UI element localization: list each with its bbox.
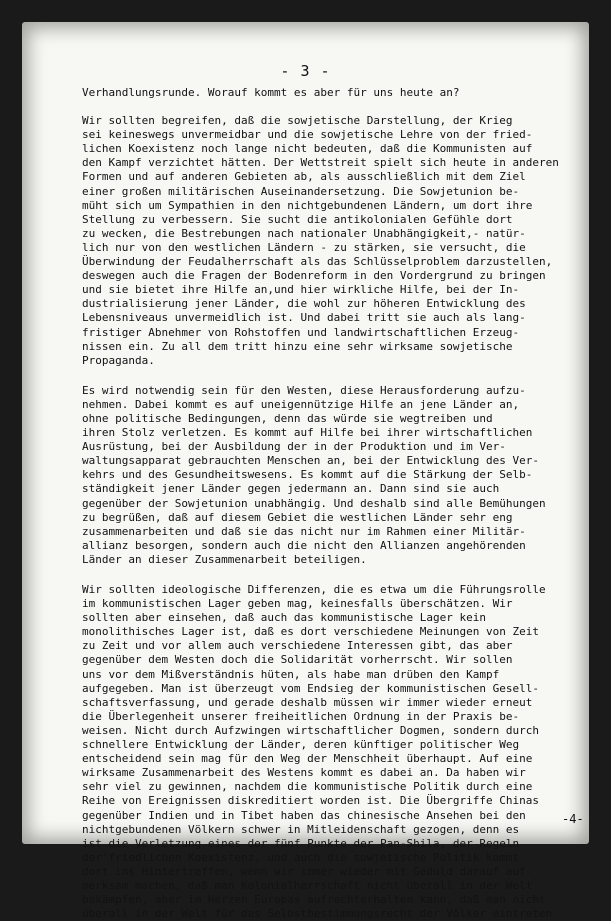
text-line: müht sich um Sympathien in den nichtgebundenen Ländern, um dort ihre <box>82 198 533 212</box>
text-line: uns vor dem Mißverständnis hüten, als habe man drüben den Kampf <box>82 667 500 681</box>
text-line: zu Zeit und vor allem auch verschiedene Interessen gibt, das aber <box>82 639 513 653</box>
body-text <box>82 86 582 921</box>
text-line: Propaganda. <box>82 353 155 367</box>
text-line: Länder an dieser Zusammenarbeit beteiligen. <box>82 552 367 566</box>
text-line: Ausrüstung, bei der Ausbildung der in der Produktion und im Ver- <box>82 440 506 454</box>
text-line: lich nur von den westlichen Ländern - zu stärken, sie versucht, die <box>82 240 526 254</box>
text-line: ohne politische Bedingungen, denn das würde sie wegtreiben und <box>82 411 493 425</box>
text-line: sollten aber einsehen, daß auch das kommunistische Lager kein <box>82 611 486 625</box>
text-line: Wir sollten ideologische Differenzen, die es etwa um die Führungsrolle <box>82 583 546 596</box>
text-line: Überwindung der Feudalherrschaft als das Schlüsselproblem darzustellen, <box>82 255 553 269</box>
text-line: nehmen. Dabei kommt es auf uneigennützige Hilfe an jene Länder an, <box>82 397 520 411</box>
text-line: dort ins Hintertreffen, wenn wir immer wieder mit Geduld darauf auf- <box>82 864 533 878</box>
text-line: einer großen militärischen Auseinandersetzung. Die Sowjetunion be- <box>82 184 520 198</box>
text-line: nissen ein. Zu all dem tritt hinzu eine sehr wirksame sowjetische <box>82 339 513 353</box>
text-line: waltungsapparat gebrauchten Menschen an, bei der Entwicklung des Ver- <box>82 454 539 468</box>
text-line: bekämpfen, aber im Herzen Europas aufrechterhalten kann, daß man nicht <box>82 893 546 907</box>
text-line: ist die Verletzung eines der fünf Punkte der Pan-Shila, der Regeln <box>82 836 520 850</box>
document-page <box>22 22 589 921</box>
text-line: zusammenarbeiten und daß sie das nicht nur im Rahmen einer Militär- <box>82 524 526 538</box>
text-line: den Kampf verzichtet hätten. Der Wettstreit spielt sich heute in anderen <box>82 156 559 170</box>
paragraph-2 <box>82 384 582 567</box>
text-line: nichtgebundenen Völkern schwer in Mitleidenschaft gezogen, denn es <box>82 822 520 836</box>
text-line: Formen und auf anderen Gebieten ab, als ausschließlich mit dem Ziel <box>82 170 526 184</box>
text-line: sehr viel zu gewinnen, nachdem die kommunistische Politik durch eine <box>82 780 533 794</box>
text-line: monolithisches Lager ist, daß es dort verschiedene Meinungen von Zeit <box>82 625 539 639</box>
text-line: Stellung zu verbessern. Sie sucht die antikolonialen Gefühle dort <box>82 212 513 226</box>
text-line: allianz besorgen, sondern auch die nicht den Allianzen angehörenden <box>82 538 526 552</box>
text-line: und sie bietet ihre Hilfe an,und hier wirkliche Hilfe, bei der In- <box>82 283 520 297</box>
text-line: gegenüber dem Westen doch die Solidarität vorherrscht. Wir sollen <box>82 653 513 667</box>
text-line: Es wird notwendig sein für den Westen, diese Herausforderung aufzu- <box>82 383 526 397</box>
text-line: im kommunistischen Lager geben mag, keinesfalls überschätzen. Wir <box>82 597 513 611</box>
text-line: weisen. Nicht durch Aufzwingen wirtschaftlicher Dogmen, sondern durch <box>82 723 539 737</box>
text-line: lichen Koexistenz noch lange nicht bedeuten, daß die Kommunisten auf <box>82 142 533 156</box>
text-line: Verhandlungsrunde. Worauf kommt es aber für uns heute an? <box>82 86 460 99</box>
paragraph-1 <box>82 114 582 368</box>
text-line: kehrs und des Gesundheitswesens. Es kommt auf die Stärkung der Selb- <box>82 468 533 482</box>
text-line: entscheidend sein mag für den Weg der Menschheit überhaupt. Auf eine <box>82 752 533 766</box>
page-number-header: - 3 - <box>280 62 331 80</box>
text-line: sei keineswegs unvermeidbar und die sowjetische Lehre von der fried- <box>82 128 533 142</box>
text-line: Lebensniveaus unvermeidlich ist. Und dabei tritt sie auch als lang- <box>82 311 526 325</box>
text-line: ständigkeit jener Länder gegen jedermann an. Dann sind sie auch <box>82 482 500 496</box>
text-line: aufgegeben. Man ist überzeugt vom Endsieg der kommunistischen Gesell- <box>82 681 539 695</box>
text-line: zu begrüßen, daß auf diesem Gebiet die westlichen Länder sehr eng <box>82 510 513 524</box>
text-line: schnellere Entwicklung der Länder, deren künftiger politischer Weg <box>82 738 520 752</box>
text-line: die Überlegenheit unserer freiheitlichen Ordnung in der Praxis be- <box>82 709 520 723</box>
paragraph-3 <box>82 583 582 921</box>
next-page-marker: -4- <box>562 812 584 826</box>
text-line: gegenüber der Sowjetunion unabhängig. Und deshalb sind alle Bemühungen <box>82 496 546 510</box>
text-line: dustrialisierung jener Länder, die wohl zur höheren Entwicklung des <box>82 297 526 311</box>
text-line: Wir sollten begreifen, daß die sowjetische Darstellung, der Krieg <box>82 114 513 128</box>
text-line: überall in der Welt für das Selbstbestimmungsrecht der Völker eintreten <box>82 907 553 921</box>
text-line: fristiger Abnehmer von Rohstoffen und landwirtschaftlichen Erzeug- <box>82 325 520 339</box>
text-line: merksam machen, daß man Kolonialherrschaft nicht überall in der Welt <box>82 878 533 892</box>
text-line: gegenüber Indien und in Tibet haben das chinesische Ansehen bei den <box>82 808 526 822</box>
text-line: zu wecken, die Bestrebungen nach nationaler Unabhängigkeit,- natür- <box>82 226 526 240</box>
text-line: deswegen auch die Fragen der Bodenreform in den Vordergrund zu bringen <box>82 269 546 283</box>
text-line: der'friedlichen Koexistenz, und auch die sowjetische Politik kommt <box>82 850 520 864</box>
text-line: wirksame Zusammenarbeit des Westens kommt es dabei an. Da haben wir <box>82 766 526 780</box>
text-line: Reihe von Ereignissen diskreditiert worden ist. Die Übergriffe Chinas <box>82 794 539 808</box>
text-line: schaftsverfassung, und gerade deshalb müssen wir immer wieder erneut <box>82 695 533 709</box>
text-line: ihren Stolz verletzen. Es kommt auf Hilfe bei ihrer wirtschaftlichen <box>82 426 533 440</box>
